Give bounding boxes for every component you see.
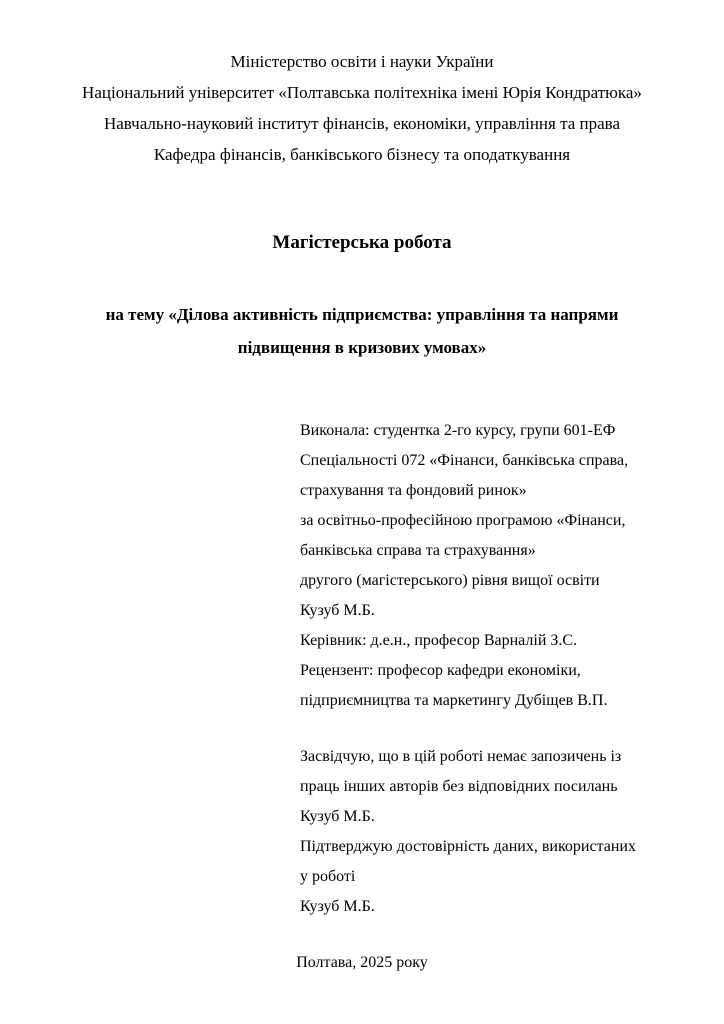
topic-line-2: підвищення в кризових умовах»: [237, 338, 487, 357]
detail-line-specialty-2: страхування та фондовий ринок»: [300, 482, 527, 499]
header-line-ministry: Міністерство освіти і науки України: [230, 52, 494, 71]
header-line-department: Кафедра фінансів, банківського бізнесу та оподаткування: [153, 145, 571, 164]
author-details-block: [300, 416, 724, 716]
attestation-signature-1: Кузуб М.Б.: [300, 808, 375, 825]
header-line-university: Національний університет «Полтавська політехніка імені Юрія Кондратюка»: [82, 83, 642, 102]
attestation-signature-2: Кузуб М.Б.: [300, 898, 375, 915]
attestation-line-4: у роботі: [300, 868, 356, 885]
attestation-block: [300, 742, 724, 922]
detail-line-author-name: Кузуб М.Б.: [300, 602, 375, 619]
thesis-topic: [0, 298, 724, 364]
header-line-institute: Навчально-науковий інститут фінансів, економіки, управління та права: [103, 114, 621, 133]
detail-line-supervisor: Керівник: д.е.н., професор Варналій З.С.: [300, 632, 578, 649]
detail-line-reviewer-2: підприємництва та маркетингу Дубіщев В.П.: [300, 692, 608, 709]
detail-line-reviewer-1: Рецензент: професор кафедри економіки,: [300, 662, 581, 679]
document-title: Магістерська робота: [272, 232, 452, 253]
institution-header: [0, 46, 724, 170]
detail-line-author: Виконала: студентка 2-го курсу, групи 601-ЕФ: [300, 422, 616, 439]
attestation-line-2: праць інших авторів без відповідних посилань: [300, 778, 618, 795]
attestation-line-3: Підтверджую достовірність даних, використаних: [300, 838, 636, 855]
topic-line-1: на тему «Ділова активність підприємства: управління та напрями: [105, 305, 619, 324]
detail-line-degree-level: другого (магістерського) рівня вищої освіти: [300, 572, 600, 589]
detail-line-program-1: за освітньо-професійною програмою «Фінанси,: [300, 512, 626, 529]
detail-line-program-2: банківська справа та страхування»: [300, 542, 536, 559]
detail-line-specialty-1: Спеціальності 072 «Фінанси, банківська справа,: [300, 452, 629, 469]
footer-place-year: Полтава, 2025 року: [296, 954, 428, 971]
attestation-line-1: Засвідчую, що в цій роботі немає запозичень із: [300, 748, 622, 765]
